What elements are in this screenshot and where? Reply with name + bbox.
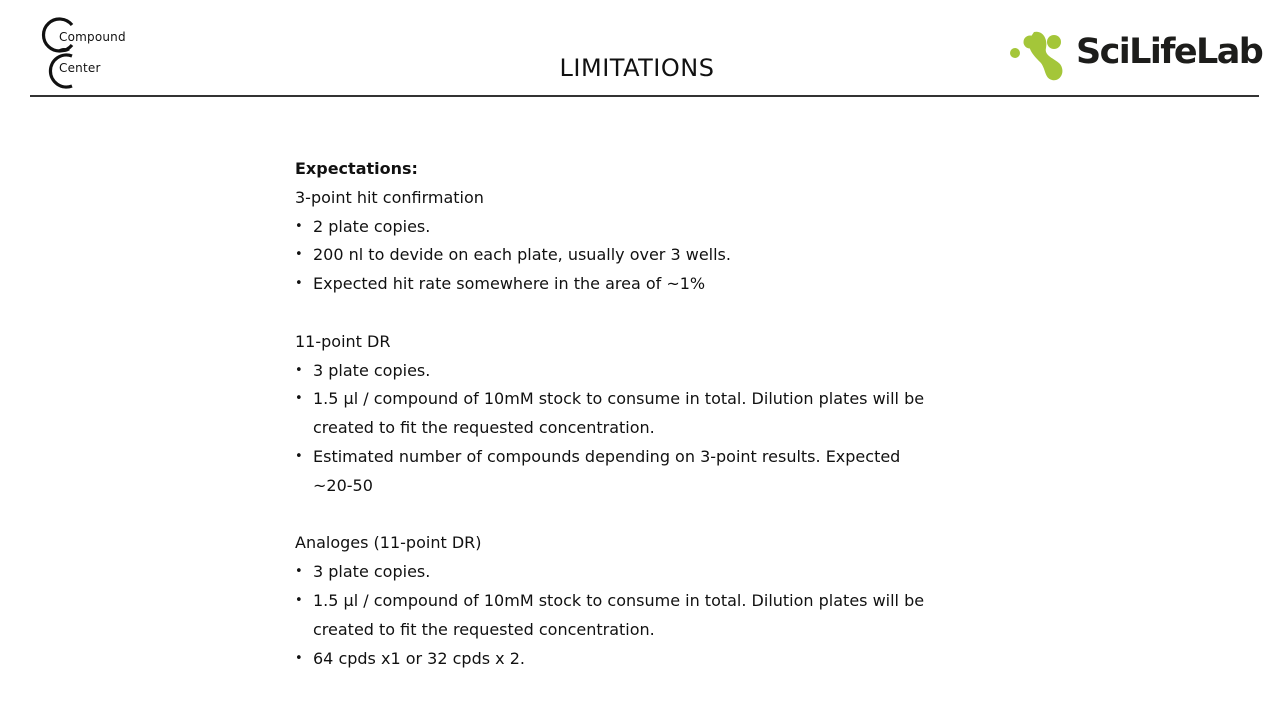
list-item: • 1.5 µl / compound of 10mM stock to consume in total. Dilution plates will be created to fit the requested concentration. (295, 385, 935, 443)
section-11-point-dr (295, 328, 935, 501)
expectations-heading: Expectations: (295, 159, 418, 178)
scilifelab-logo (1008, 26, 1263, 84)
scilifelab-logo-icon (1008, 26, 1074, 84)
list-item: • Estimated number of compounds depending on 3-point results. Expected ~20-50 (295, 443, 935, 501)
section-title: 3-point hit confirmation (295, 187, 484, 207)
section-title: Analoges (11-point DR) (295, 533, 482, 553)
logo-text-center: Center (59, 61, 101, 75)
list-item: • 1.5 µl / compound of 10mM stock to consume in total. Dilution plates will be created to fit the requested concentration. (295, 587, 935, 645)
page-title: LIMITATIONS (559, 54, 715, 82)
spacer (295, 299, 935, 328)
header-divider (30, 95, 1259, 97)
spacer (295, 501, 935, 530)
section-title: 11-point DR (295, 331, 391, 351)
list-item: • 2 plate copies. (295, 213, 935, 242)
list-item: • 3 plate copies. (295, 558, 935, 587)
list-item: • Expected hit rate somewhere in the area of ~1% (295, 270, 935, 299)
section-analoges (295, 529, 935, 673)
scilifelab-wordmark: SciLifeLab (1076, 32, 1263, 72)
list-item: • 200 nl to devide on each plate, usually over 3 wells. (295, 241, 935, 270)
list-item: • 3 plate copies. (295, 357, 935, 386)
main-content (295, 155, 935, 673)
section-3-point (295, 184, 935, 299)
list-item: • 64 cpds x1 or 32 cpds x 2. (295, 645, 935, 674)
logo-text-compound: Compound (59, 30, 126, 44)
